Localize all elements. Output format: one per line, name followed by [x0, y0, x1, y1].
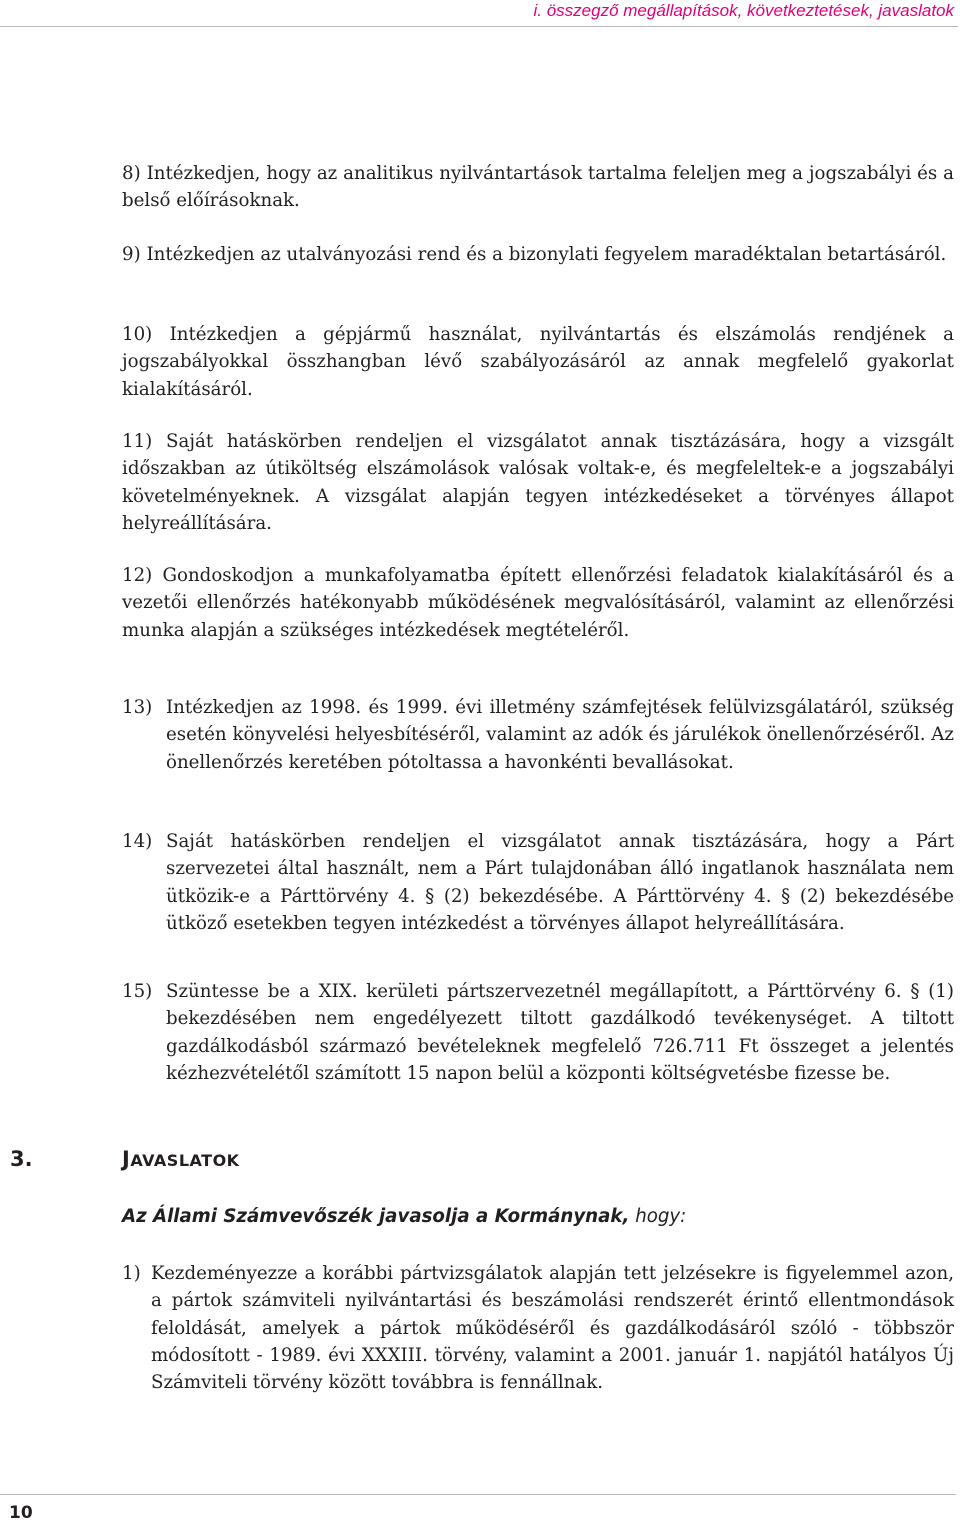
finding-number: 15) [122, 981, 153, 1002]
finding-text: Gondoskodjon a munkafolyamatba épített ellenőrzési feladatok kialakításáról és a vezetői ellenőrzés hatékonyabb működésének megvalósításáról, valamint az ellenőrzési munka alapján a szükséges intézkedések megtételéről. [122, 565, 954, 641]
finding-number: 11) [122, 431, 153, 452]
section-title [122, 1147, 240, 1171]
section-intro [122, 1206, 686, 1227]
page-number: 10 [9, 1503, 33, 1523]
footer-divider [0, 1494, 956, 1495]
intro-rest-text: hogy: [629, 1206, 687, 1227]
finding-number: 9) [122, 244, 141, 265]
finding-item-8 [122, 160, 954, 215]
finding-text: Saját hatáskörben rendeljen el vizsgálatot annak tisztázására, hogy a Párt szervezetei által használt, nem a Párt tulajdonában álló ingatlanok használata nem ütközik-e a Párttörvény 4. § (2) bekezdésébe. A Párttörvény 4. § (2) bekezdésébe ütköző esetekben tegyen intézkedést a törvényes állapot helyreállítására. [166, 831, 954, 934]
finding-number: 13) [122, 697, 153, 718]
proposal-item-1 [122, 1260, 954, 1396]
finding-item-15 [122, 978, 954, 1087]
section-number: 3. [10, 1147, 33, 1171]
proposal-text: Kezdeményezze a korábbi pártvizsgálatok alapján tett jelzésekre is figyelemmel azon, a pártok számviteli nyilvántartási és beszámolási rendszerét érintő ellentmondások feloldását, amelyek a pártok működéséről és gazdálkodásáról szóló - többször módosított - 1989. évi XXXIII. törvény, valamint a 2001. január 1. napjától hatályos Új Számviteli törvény között továbbra is fennállnak. [151, 1263, 954, 1394]
finding-item-12 [122, 562, 954, 644]
finding-number: 10) [122, 324, 153, 345]
finding-text: Intézkedjen az 1998. és 1999. évi illetmény számfejtések felülvizsgálatáról, szükség esetén könyvelési helyesbítéséről, valamint az adók és járulékok önellenőrzéséről. Az önellenőrzés keretében pótoltassa a havonkénti bevallásokat. [166, 697, 954, 773]
finding-number: 8) [122, 163, 141, 184]
finding-number: 12) [122, 565, 153, 586]
finding-text: Intézkedjen az utalványozási rend és a bizonylati fegyelem maradéktalan betartásáról. [146, 244, 947, 265]
finding-text: Intézkedjen, hogy az analitikus nyilvántartások tartalma feleljen meg a jogszabályi és a belső előírásoknak. [122, 163, 954, 212]
finding-text: Szüntesse be a XIX. kerületi pártszervezetnél megállapított, a Párttörvény 6. § (1) bekezdésében nem engedélyezett tiltott gazdálkodó tevékenységet. A tiltott gazdálkodásból származó bevételeknek megfelelő 726.711 Ft összeget a jelentés kézhezvételétől számított 15 napon belül a központi költségvetésbe fizesse be. [166, 981, 954, 1084]
proposal-number: 1) [122, 1263, 141, 1284]
running-title: i. összegző megállapítások, következtetések, javaslatok [533, 1, 954, 20]
finding-text: Saját hatáskörben rendeljen el vizsgálatot annak tisztázására, hogy a vizsgált időszakban az útiköltség elszámolások valósak voltak-e, és megfeleltek-e a jogszabályi követelményeknek. A vizsgálat alapján tegyen intézkedéseket a törvényes állapot helyreállítására. [122, 431, 954, 534]
section-title-initial: J [122, 1147, 131, 1171]
finding-item-9 [122, 241, 954, 268]
finding-item-13 [122, 694, 954, 776]
section-title-rest: AVASLATOK [130, 1151, 240, 1170]
finding-number: 14) [122, 831, 153, 852]
running-header [0, 0, 958, 27]
finding-item-14 [122, 828, 954, 937]
finding-item-11 [122, 428, 954, 537]
finding-item-10 [122, 321, 954, 403]
intro-bold-text: Az Állami Számvevőszék javasolja a Kormánynak, [122, 1206, 630, 1227]
finding-text: Intézkedjen a gépjármű használat, nyilvántartás és elszámolás rendjének a jogszabályokkal összhangban lévő szabályozásáról az annak megfelelő gyakorlat kialakításáról. [122, 324, 954, 400]
